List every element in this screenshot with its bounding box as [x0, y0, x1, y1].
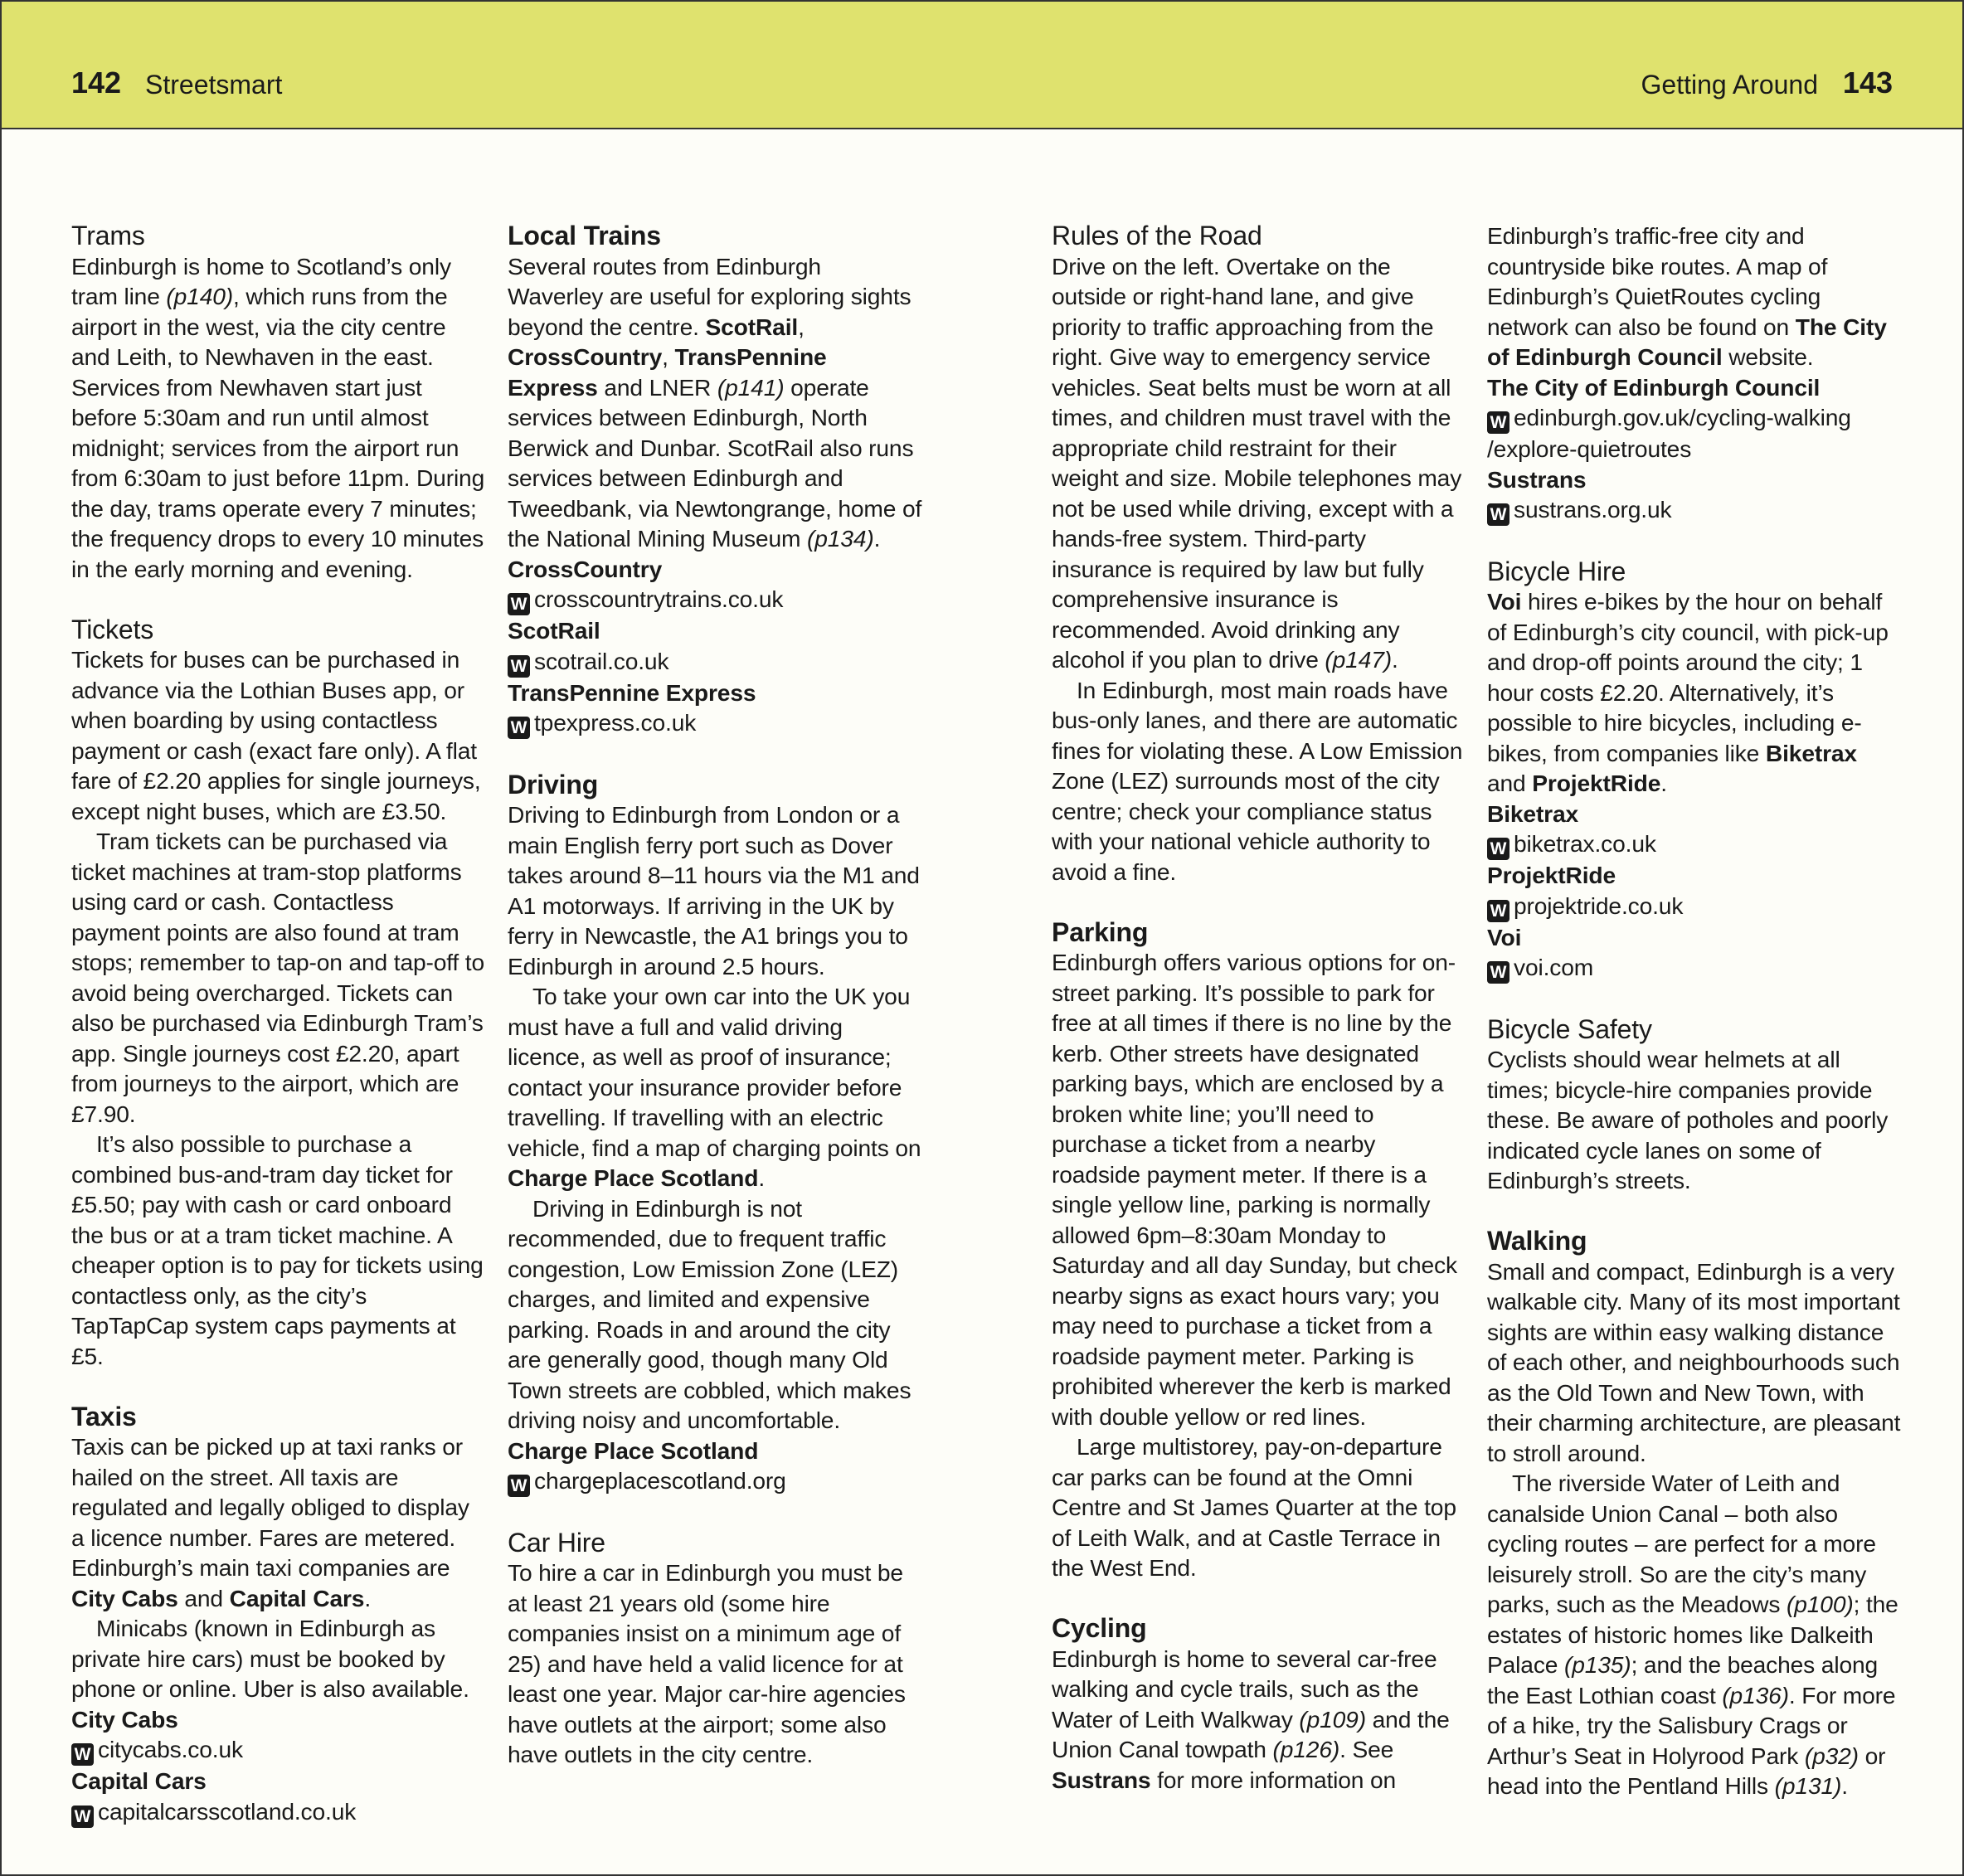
listing-name: Charge Place Scotland — [508, 1436, 759, 1464]
tickets-paragraph-2: Tram tickets can be purchased via ticket machines at tram-stop platforms using card or cash. Contactless payment points are also found at tram stops; remember to tap-on and tap-off to avoid being overcharged. Tickets can also be purchased via Edinburgh Tram’s app. Single journeys cost £2.20, apart from journeys to the airport, which are £7.90. — [71, 828, 485, 1127]
bicycle-safety-heading: Bicycle Safety — [1487, 1013, 1652, 1044]
listing-name: The City of Edinburgh Council — [1487, 373, 1821, 401]
page-ref: (p131) — [1774, 1772, 1842, 1799]
listing-website[interactable]: W crosscountrytrains.co.uk — [508, 584, 922, 615]
listing-name: Biketrax — [1487, 799, 1579, 827]
listing-voi — [1487, 922, 1902, 984]
local-trains-paragraph: Several routes from Edinburgh Waverley are useful for exploring sights beyond the centre. ScotRail, CrossCountry, TransPennine Express and LNER (p141) operate services between Edinburgh, North Berwick and Dunbar. ScotRail also runs services between Edinburgh and Tweedbank, via Newtongrange, home of the National Mining Museum (p134). — [508, 252, 922, 552]
website-icon: W — [1487, 838, 1509, 860]
page-ref: (p141) — [717, 373, 785, 401]
listing-website[interactable]: W capitalcarsscotland.co.uk — [71, 1796, 486, 1828]
page-ref: (p147) — [1325, 646, 1392, 673]
parking-paragraph-2: Large multistorey, pay-on-departure car parks can be found at the Omni Centre and St James Quarter at the top of Leith Walk, and at Castle Terrace in the West End. — [1052, 1433, 1456, 1581]
page-ref: (p135) — [1563, 1651, 1631, 1678]
listing-name: Capital Cars — [71, 1767, 207, 1794]
listing-projektride — [1487, 860, 1902, 922]
cycling-heading: Cycling — [1052, 1613, 1147, 1643]
listing-website[interactable]: W edinburgh.gov.uk/cycling-walking /explore-quietroutes — [1487, 404, 1851, 462]
listing-capital-cars — [71, 1766, 486, 1828]
taxis-heading: Taxis — [71, 1401, 137, 1431]
right-page-number: 143 — [1842, 66, 1893, 100]
listing-name: ScotRail — [508, 617, 600, 644]
website-icon: W — [508, 593, 530, 615]
listing-website[interactable]: W biketrax.co.uk — [1487, 829, 1902, 860]
listing-name: ProjektRide — [1487, 862, 1616, 888]
listing-scotrail — [508, 615, 922, 678]
left-section-title: Streetsmart — [145, 70, 283, 100]
trams-heading: Trams — [71, 221, 145, 250]
listing-name: Sustrans — [1487, 465, 1587, 493]
website-icon: W — [71, 1743, 94, 1766]
walking-paragraph-1: Small and compact, Edinburgh is a very walkable city. Many of its most important sights are within easy walking distance of each other, and neighbourhoods such as the Old Town and New Town, with their charming architecture, are pleasant to stroll around. — [1487, 1257, 1901, 1466]
website-icon: W — [1487, 961, 1509, 984]
driving-paragraph-3: Driving in Edinburgh is not recommended, due to frequent traffic congestion, Low Emission Zone (LEZ) charges, and limited and expensive parking. Roads in and around the city are generally good, though many Old Town streets are cobbled, which makes driving noisy and uncomfortable. — [508, 1194, 912, 1433]
listing-website[interactable]: W tpexpress.co.uk — [508, 707, 922, 739]
listing-name: TransPennine Express — [508, 678, 756, 706]
website-icon: W — [1487, 503, 1509, 526]
page-ref: (p100) — [1787, 1591, 1854, 1617]
tickets-heading: Tickets — [71, 614, 154, 644]
local-trains-heading: Local Trains — [508, 221, 661, 250]
car-hire-heading: Car Hire — [508, 1527, 605, 1558]
left-page-number: 142 — [71, 66, 122, 100]
listing-sustrans — [1487, 464, 1902, 527]
listing-name: Voi — [1487, 923, 1522, 950]
parking-heading: Parking — [1052, 916, 1149, 947]
page-ref: (p109) — [1299, 1705, 1366, 1733]
taxis-paragraph-2: Minicabs (known in Edinburgh as private hire cars) must be booked by phone or online. Uber is also available. — [71, 1615, 469, 1702]
page-ref: (p136) — [1722, 1681, 1789, 1708]
website-icon: W — [508, 717, 530, 739]
website-icon: W — [71, 1806, 94, 1828]
cycling-continued-paragraph: Edinburgh’s traffic-free city and countryside bike routes. A map of Edinburgh’s QuietRoutes cycling network can also be found on The City of Edinburgh Council website. — [1487, 222, 1887, 370]
listing-city-cabs — [71, 1704, 486, 1767]
column-3 — [1052, 221, 1466, 1795]
tickets-paragraph-1: Tickets for buses can be purchased in advance via the Lothian Buses app, or when boarding by using contactless payment or cash (exact fare only). A flat fare of £2.20 applies for single journeys, except night buses, which are £3.50. — [71, 646, 481, 824]
website-icon: W — [1487, 900, 1509, 922]
page-ref: (p134) — [807, 525, 874, 552]
bicycle-safety-paragraph: Cyclists should wear helmets at all times; bicycle-hire companies provide these. Be aware of potholes and poorly indicated cycle lanes on some of Edinburgh’s streets. — [1487, 1046, 1889, 1193]
listing-charge-place — [508, 1436, 922, 1498]
walking-heading: Walking — [1487, 1226, 1587, 1256]
listing-crosscountry — [508, 554, 922, 616]
website-icon: W — [508, 655, 530, 678]
driving-paragraph-2: To take your own car into the UK you must have a full and valid driving licence, as well as proof of insurance; contact your insurance provider before travelling. If travelling with an electric vehicle, find a map of charging points on Charge Place Scotland. — [508, 983, 921, 1191]
taxis-paragraph-1: Taxis can be picked up at taxi ranks or hailed on the street. All taxis are regulated and legally obliged to display a licence number. Fares are metered. Edinburgh’s main taxi companies are City Cabs and Capital Cars. — [71, 1433, 469, 1611]
listing-website[interactable]: W sustrans.org.uk — [1487, 494, 1902, 526]
rules-paragraph-1: Drive on the left. Overtake on the outside or right-hand lane, and give priority to traffic approaching from the right. Give way to emergency service vehicles. Seat belts must be worn at all times, and children must travel with the appropriate child restraint for their weight and size. Mobile telephones may not be used while driving, except with a hands-free system. Third-party insurance is required by law but fully comprehensive insurance is recommended. Avoid drinking any alcohol if you plan to drive (p147). — [1052, 252, 1462, 673]
bicycle-hire-paragraph: Voi hires e-bikes by the hour on behalf of Edinburgh’s city council, with pick-up and drop-off points around the city; 1 hour costs £2.20. Alternatively, it’s possible to hire bicycles, including e-bikes, from companies like Biketrax and ProjektRide. — [1487, 588, 1889, 796]
listing-biketrax — [1487, 799, 1902, 861]
cycling-paragraph: Edinburgh is home to several car-free walking and cycle trails, such as the Water of Leith Walkway (p109) and the Union Canal towpath (p126). See Sustrans for more information on — [1052, 1645, 1450, 1793]
driving-paragraph-1: Driving to Edinburgh from London or a main English ferry port such as Dover takes around 8–11 hours via the M1 and A1 motorways. If arriving in the UK by ferry in Newcastle, the A1 brings you to Edinburgh in around 2.5 hours. — [508, 801, 920, 979]
parking-paragraph-1: Edinburgh offers various options for on-street parking. It’s possible to park for free at all times if there is no line by the kerb. Other streets have designated parking bays, which are enclosed by a broken white line; you’ll need to purchase a ticket from a nearby roadside payment meter. If there is a single yellow line, parking is normally allowed 6pm–8:30am Monday to Saturday and all day Sunday, but check nearby signs as exact hours vary; you may need to purchase a ticket from a roadside payment meter. Parking is prohibited wherever the kerb is marked with double yellow or red lines. — [1052, 949, 1457, 1430]
listing-website[interactable]: W scotrail.co.uk — [508, 646, 922, 678]
walking-paragraph-2: The riverside Water of Leith and canalside Union Canal – both also cycling routes – are perfect for a more leisurely stroll. So are the city’s many parks, such as the Meadows (p100); the estates of historic homes like Dalkeith Palace (p135); and the beaches along the East Lothian coast (p136). For more of a hike, try the Salisbury Crags or Arthur’s Seat in Holyrood Park (p32) or head into the Pentland Hills (p131). — [1487, 1470, 1898, 1799]
listing-website[interactable]: W voi.com — [1487, 952, 1902, 984]
listing-website[interactable]: W chargeplacescotland.org — [508, 1465, 922, 1497]
rules-heading: Rules of the Road — [1052, 221, 1262, 250]
column-4 — [1487, 221, 1902, 1801]
listing-name: CrossCountry — [508, 555, 663, 582]
listing-edinburgh-council — [1487, 372, 1902, 464]
listing-website[interactable]: W citycabs.co.uk — [71, 1734, 486, 1766]
website-icon: W — [1487, 411, 1509, 434]
tickets-paragraph-3: It’s also possible to purchase a combined bus-and-tram day ticket for £5.50; pay with cash or card onboard the bus or at a tram ticket machine. A cheaper option is to pay for tickets using contactless only, as the city’s TapTapCap system caps payments at £5. — [71, 1130, 484, 1369]
page-ref: (p32) — [1804, 1742, 1859, 1769]
website-icon: W — [508, 1475, 530, 1497]
rules-paragraph-2: In Edinburgh, most main roads have bus-only lanes, and there are automatic fines for violating these. A Low Emission Zone (LEZ) surrounds most of the city centre; check your compliance status with your national vehicle authority to avoid a fine. — [1052, 676, 1463, 885]
page-ref: (p126) — [1272, 1736, 1340, 1762]
trams-paragraph: Edinburgh is home to Scotland’s only tram line (p140), which runs from the airport in the west, via the city centre and Leith, to Newhaven in the east. Services from Newhaven start just before 5:30am and run until almost midnight; services from the airport run from 6:30am to just before 11pm. During the day, trams operate every 7 minutes; the frequency drops to every 10 minutes in the early morning and evening. — [71, 252, 485, 582]
bicycle-hire-heading: Bicycle Hire — [1487, 556, 1626, 586]
right-section-title: Getting Around — [1641, 70, 1818, 100]
page-header-bar — [2, 2, 1962, 129]
listing-transpennine — [508, 678, 922, 740]
listing-name: City Cabs — [71, 1705, 178, 1733]
listing-website[interactable]: W projektride.co.uk — [1487, 891, 1902, 922]
column-1 — [71, 221, 486, 1828]
column-2 — [508, 221, 922, 1770]
car-hire-paragraph: To hire a car in Edinburgh you must be at least 21 years old (some hire companies insist on a minimum age of 25) and have held a valid licence for at least one year. Major car-hire agencies have outlets at the airport; some also have outlets in the city centre. — [508, 1559, 906, 1767]
driving-heading: Driving — [508, 769, 599, 799]
page-ref: (p140) — [166, 283, 234, 309]
